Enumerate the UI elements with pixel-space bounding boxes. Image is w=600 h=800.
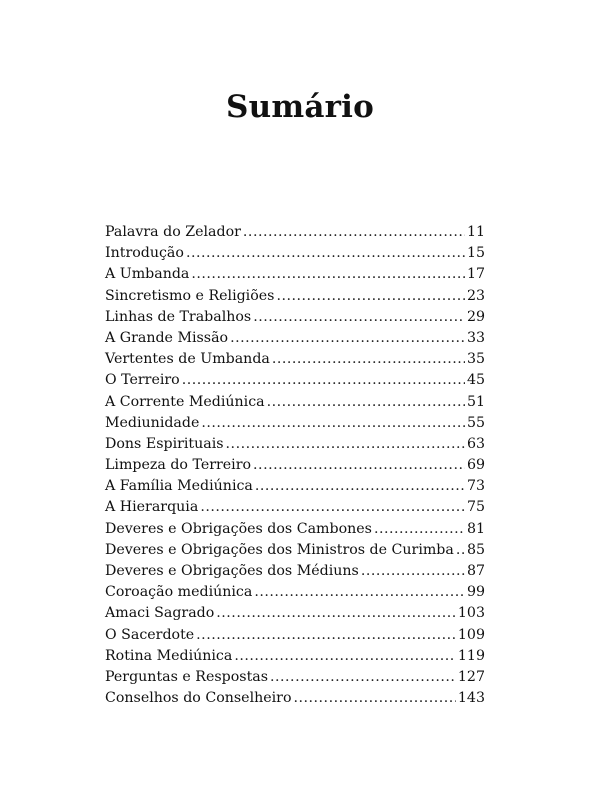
toc-entry-title: Linhas de Trabalhos	[105, 308, 252, 325]
toc-entry-page: 85	[466, 541, 485, 558]
toc-dot-leader	[270, 667, 456, 688]
page-title: Sumário	[226, 88, 374, 125]
toc-entry-title: Vertentes de Umbanda	[105, 351, 270, 368]
toc-entry	[105, 413, 485, 434]
toc-entry-page: 99	[466, 584, 485, 601]
toc-dot-leader	[272, 349, 465, 370]
toc-entry-page: 29	[466, 308, 485, 325]
toc-entry	[105, 540, 485, 561]
toc-dot-leader	[230, 328, 465, 349]
toc-entry	[105, 688, 485, 709]
toc-dot-leader	[191, 264, 465, 285]
toc-entry	[105, 519, 485, 540]
table-of-contents	[105, 222, 485, 709]
toc-entry-title: Deveres e Obrigações dos Ministros de Curimba	[105, 541, 454, 558]
toc-entry-title: Mediunidade	[105, 414, 200, 431]
toc-entry	[105, 455, 485, 476]
toc-entry-page: 55	[466, 414, 485, 431]
toc-entry	[105, 392, 485, 413]
toc-entry	[105, 349, 485, 370]
toc-entry-page: 75	[466, 499, 485, 516]
toc-entry	[105, 264, 485, 285]
toc-entry-title: Introdução	[105, 245, 184, 262]
toc-dot-leader	[182, 370, 465, 391]
toc-entry-title: O Sacerdote	[105, 626, 195, 643]
toc-entry-title: Sincretismo e Religiões	[105, 287, 275, 304]
toc-entry-title: A Hierarquia	[105, 499, 199, 516]
toc-entry-title: A Umbanda	[105, 266, 190, 283]
toc-entry	[105, 370, 485, 391]
toc-dot-leader	[361, 561, 465, 582]
toc-dot-leader	[200, 497, 465, 518]
toc-dot-leader	[254, 582, 465, 603]
toc-entry	[105, 603, 485, 624]
toc-entry-title: Coroação mediúnica	[105, 584, 253, 601]
toc-entry-title: A Grande Missão	[105, 329, 229, 346]
toc-entry	[105, 582, 485, 603]
toc-dot-leader	[196, 625, 456, 646]
toc-dot-leader	[253, 307, 465, 328]
toc-entry	[105, 307, 485, 328]
toc-entry-page: 35	[466, 351, 485, 368]
toc-entry-page: 51	[466, 393, 485, 410]
toc-entry-title: Perguntas e Respostas	[105, 668, 269, 685]
toc-dot-leader	[255, 476, 465, 497]
toc-dot-leader	[201, 413, 465, 434]
toc-entry	[105, 476, 485, 497]
toc-dot-leader	[186, 243, 465, 264]
toc-entry-title: Deveres e Obrigações dos Médiuns	[105, 563, 359, 579]
toc-entry-page: 73	[466, 478, 485, 495]
toc-dot-leader	[234, 646, 456, 667]
toc-entry	[105, 286, 485, 307]
toc-entry-page: 15	[466, 245, 485, 262]
toc-entry	[105, 434, 485, 455]
toc-entry-page: 69	[466, 457, 485, 474]
toc-dot-leader	[294, 688, 456, 709]
toc-entry-page: 81	[466, 520, 485, 537]
toc-entry-title: Palavra do Zelador	[105, 224, 241, 240]
toc-entry-page: 119	[457, 647, 485, 664]
toc-entry-page: 143	[457, 690, 485, 707]
toc-entry-title: Conselhos do Conselheiro	[105, 690, 292, 707]
toc-dot-leader	[216, 603, 456, 624]
toc-dot-leader	[456, 540, 465, 561]
toc-entry	[105, 667, 485, 688]
toc-dot-leader	[267, 392, 465, 413]
toc-dot-leader	[276, 286, 464, 307]
toc-dot-leader	[374, 519, 465, 540]
toc-entry-page: 63	[466, 435, 485, 452]
toc-entry-page: 109	[457, 626, 485, 643]
toc-entry-page: 45	[466, 372, 485, 389]
toc-dot-leader	[226, 434, 465, 455]
toc-entry-title: O Terreiro	[105, 372, 180, 389]
toc-entry-title: A Família Mediúnica	[105, 478, 253, 495]
toc-entry	[105, 222, 485, 243]
toc-entry-title: Dons Espirituais	[105, 435, 224, 452]
toc-entry-page: 103	[457, 605, 485, 622]
toc-entry	[105, 561, 485, 582]
toc-entry-title: Deveres e Obrigações dos Cambones	[105, 520, 372, 537]
toc-entry	[105, 646, 485, 667]
toc-entry-page: 33	[466, 329, 485, 346]
toc-entry-title: Limpeza do Terreiro	[105, 457, 252, 474]
toc-entry-title: Rotina Mediúnica	[105, 647, 233, 664]
toc-entry-title: A Corrente Mediúnica	[105, 393, 265, 410]
toc-dot-leader	[243, 222, 465, 243]
toc-entry	[105, 497, 485, 518]
toc-entry	[105, 243, 485, 264]
toc-entry-page: 23	[466, 287, 485, 304]
toc-entry	[105, 328, 485, 349]
toc-entry-page: 87	[466, 563, 485, 579]
toc-entry-page: 127	[457, 668, 485, 685]
toc-entry-page: 11	[466, 224, 485, 240]
toc-entry-title: Amaci Sagrado	[105, 605, 215, 622]
toc-entry-page: 17	[466, 266, 485, 283]
toc-dot-leader	[253, 455, 465, 476]
toc-entry	[105, 625, 485, 646]
